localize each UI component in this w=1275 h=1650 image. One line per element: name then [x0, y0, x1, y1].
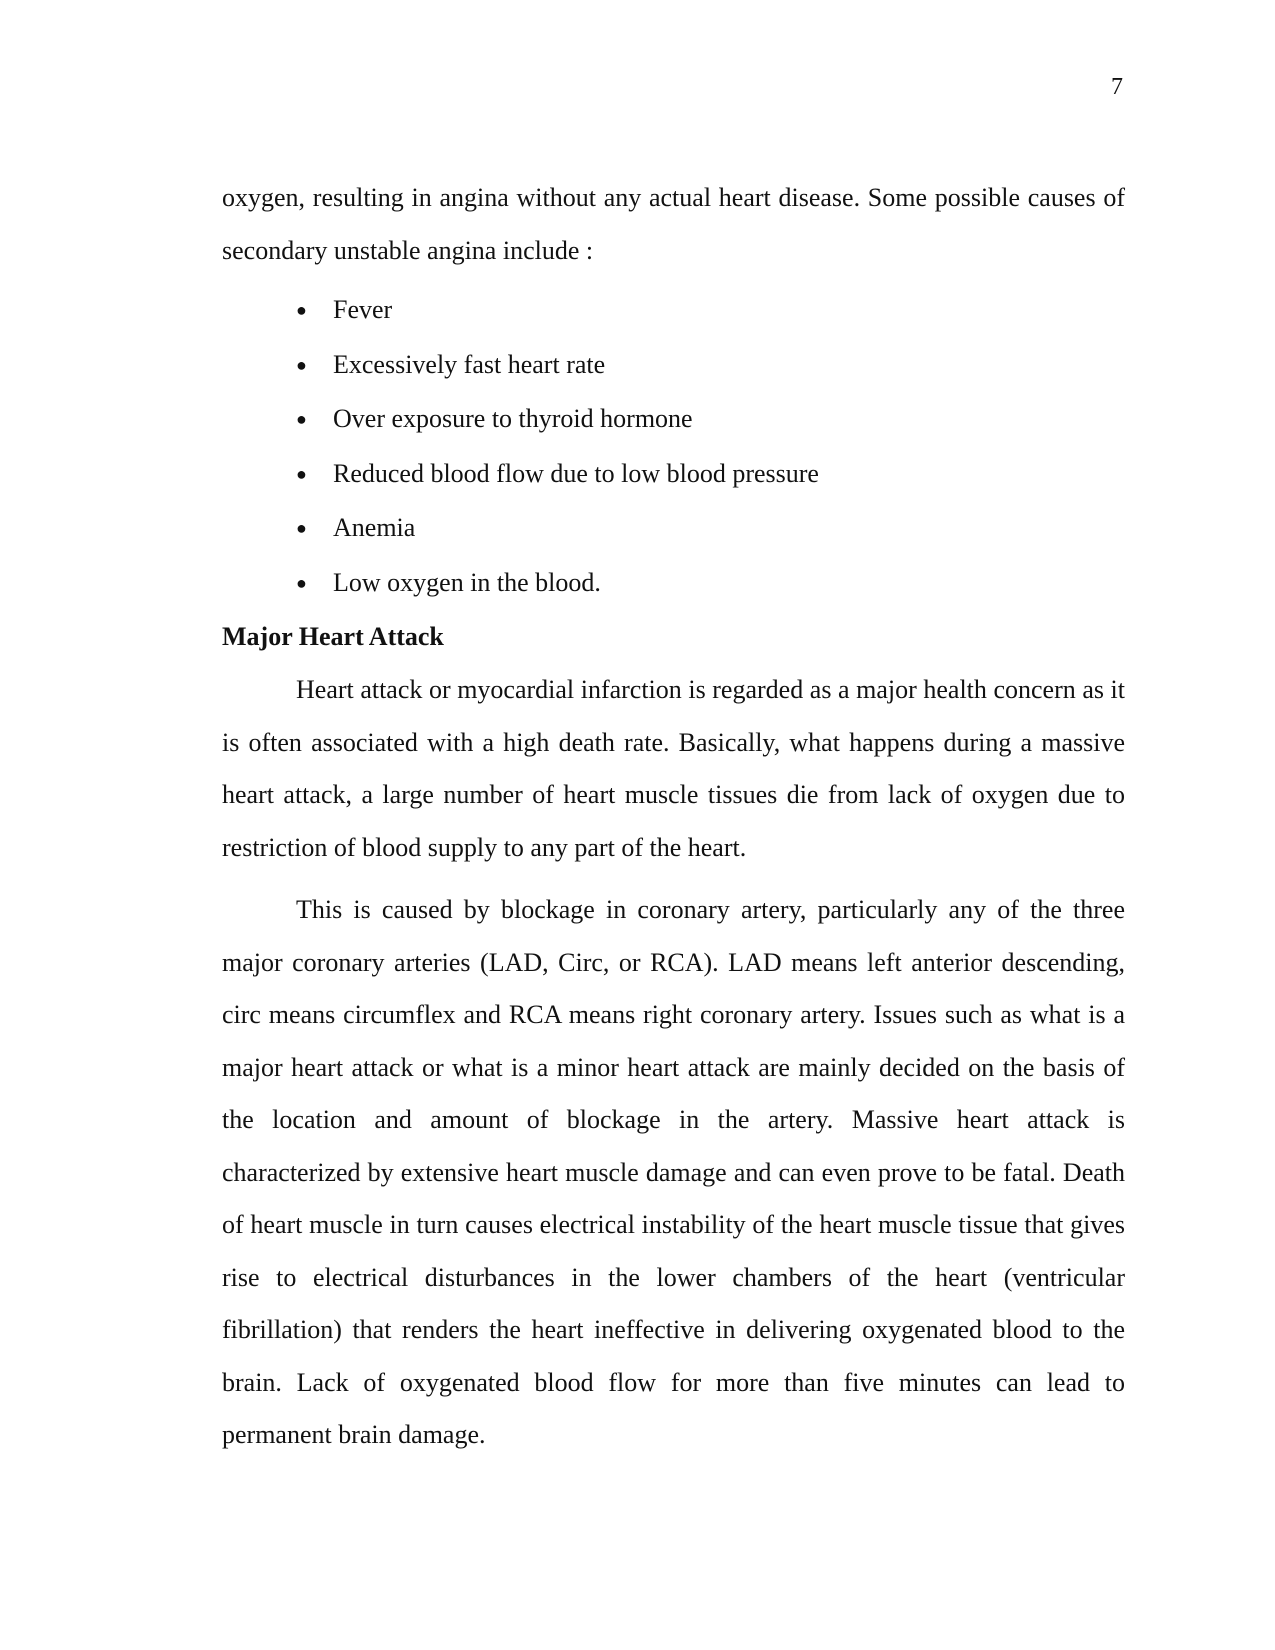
- list-item: [222, 392, 1125, 447]
- list-item: [222, 283, 1125, 338]
- section-heading: Major Heart Attack: [222, 622, 444, 651]
- list-item-text: Low oxygen in the blood.: [333, 567, 601, 597]
- list-item-text: Excessively fast heart rate: [333, 349, 606, 379]
- bullet-icon: ●: [296, 354, 307, 375]
- page-number: 7: [1111, 74, 1123, 100]
- bullet-icon: ●: [296, 409, 307, 429]
- body-paragraph-1: Heart attack or myocardial infarction is regarded as a major health concern as it is often associated with a high death rate. Basically, what happens during a massive heart attack, a large number of heart muscle tissues die from lack of oxygen due to restriction of blood supply to any part of the heart.: [222, 675, 1125, 862]
- causes-list: [222, 283, 1125, 610]
- bullet-icon: ●: [296, 300, 307, 320]
- list-item-text: Fever: [333, 295, 393, 324]
- body-paragraph-2: This is caused by blockage in coronary artery, particularly any of the three major coronary arteries (LAD, Circ, or RCA). LAD means left anterior descending, circ means circumflex and RCA means right coronary artery. Issues such as what is a major heart attack or what is a minor heart attack are mainly decided on the basis of the location and amount of blockage in the artery. Massive heart attack is characterized by extensive heart muscle damage and can even prove to be fatal. Death of heart muscle in turn causes electrical instability of the heart muscle tissue that gives rise to electrical disturbances in the lower chambers of the heart (ventricular fibrillation) that renders the heart ineffective in delivering oxygenated blood to the brain. Lack of oxygenated blood flow for more than five minutes can lead to permanent brain damage.: [222, 895, 1125, 1449]
- list-item: [222, 447, 1125, 502]
- list-item-text: Over exposure to thyroid hormone: [333, 404, 693, 433]
- list-item: [222, 338, 1125, 393]
- list-item-text: Reduced blood flow due to low blood pressure: [333, 458, 819, 488]
- list-item: [222, 501, 1125, 556]
- list-item-text: Anemia: [333, 513, 416, 542]
- document-body: [222, 172, 1125, 1462]
- list-item: [222, 556, 1125, 611]
- bullet-icon: ●: [296, 572, 307, 593]
- intro-paragraph: oxygen, resulting in angina without any actual heart disease. Some possible causes of secondary unstable angina include :: [222, 183, 1125, 265]
- bullet-icon: ●: [296, 518, 307, 538]
- bullet-icon: ●: [296, 463, 307, 484]
